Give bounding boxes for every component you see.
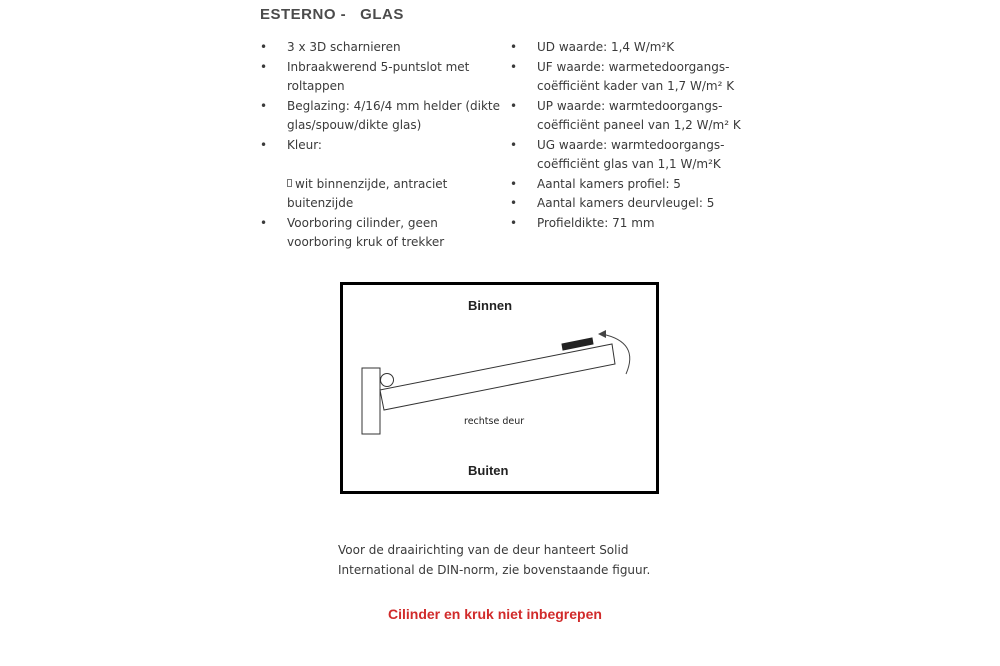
- color-detail-text: wit binnenzijde, antraciet buitenzijde: [287, 176, 448, 210]
- inside-label: Binnen: [468, 298, 513, 313]
- right-spec-list: [510, 38, 750, 233]
- hinge-icon: [381, 374, 394, 387]
- door-direction-diagram: [340, 282, 659, 494]
- spec-item: • UF waarde: warmetedoorgangs-coëfficiënt kader van 1,7 W/m² K: [510, 58, 750, 97]
- door-side-label: rechtse deur: [464, 416, 525, 427]
- spec-item: • UG waarde: warmtedoorgangs-coëfficiënt glas van 1,1 W/m²K: [510, 136, 750, 175]
- spacer: [260, 155, 500, 175]
- spec-item: • Inbraakwerend 5-puntslot met roltappen: [260, 58, 500, 97]
- spec-item-color-detail: [260, 175, 500, 214]
- wall-frame: [362, 368, 380, 434]
- spec-item: • UP waarde: warmtedoorgangs-coëfficiënt paneel van 1,2 W/m² K: [510, 97, 750, 136]
- checkbox-glyph-icon: [287, 179, 292, 187]
- left-spec-list: [260, 38, 500, 253]
- spec-item: • Kleur:: [260, 136, 500, 156]
- spec-item: • UD waarde: 1,4 W/m²K: [510, 38, 750, 58]
- din-norm-note: Voor de draairichting van de deur hanteert Solid International de DIN-norm, zie bovenstaande figuur.: [338, 543, 651, 577]
- spec-item: • 3 x 3D scharnieren: [260, 38, 500, 58]
- warning-text: Cilinder en kruk niet inbegrepen: [388, 606, 602, 622]
- spec-item: • Aantal kamers deurvleugel: 5: [510, 194, 750, 214]
- page-title: ESTERNO - GLAS: [260, 6, 404, 23]
- spec-item: • Voorboring cilinder, geen voorboring kruk of trekker: [260, 214, 500, 253]
- outside-label: Buiten: [468, 463, 509, 478]
- spec-item: • Profieldikte: 71 mm: [510, 214, 750, 234]
- spec-item: • Aantal kamers profiel: 5: [510, 175, 750, 195]
- spec-item: • Beglazing: 4/16/4 mm helder (dikte glas/spouw/dikte glas): [260, 97, 500, 136]
